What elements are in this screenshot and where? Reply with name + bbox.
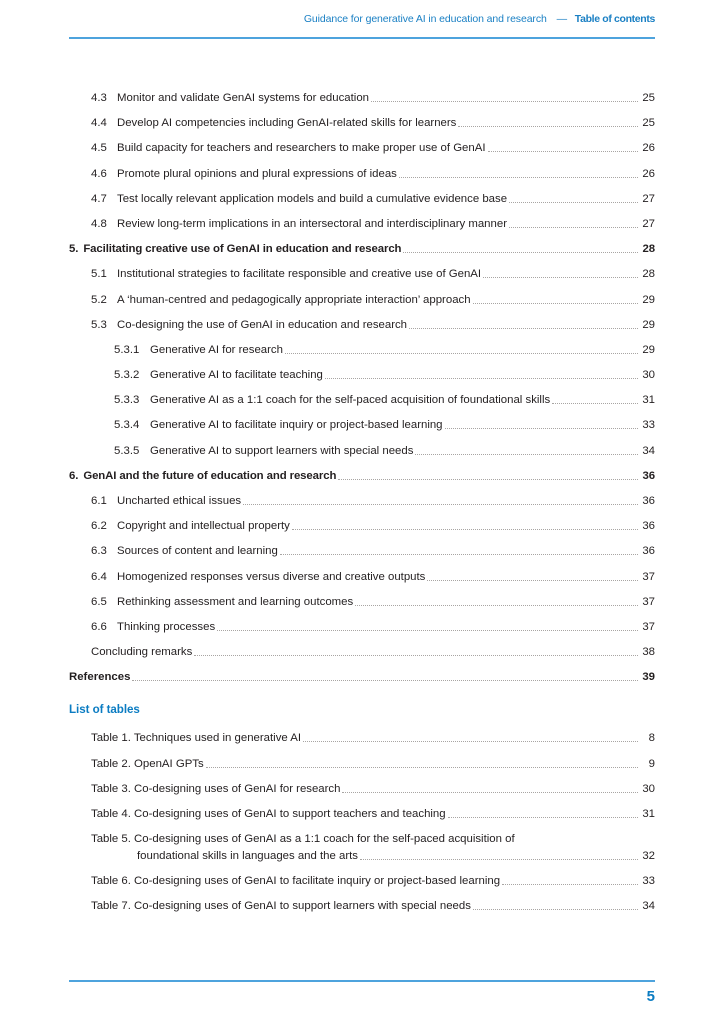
toc-entry[interactable] (69, 167, 655, 181)
toc-entry-page-number: 37 (642, 595, 655, 608)
toc-entry[interactable] (69, 444, 655, 458)
toc-entry-page-number: 25 (642, 92, 655, 104)
header-document-title: Guidance for generative AI in education and research (303, 13, 547, 25)
table-list-entry-label: Table 2. OpenAI GPTs (91, 757, 204, 770)
toc-entry[interactable] (69, 418, 655, 432)
toc-entry-page-number: 28 (642, 243, 655, 256)
toc-entry-page-number: 29 (642, 343, 655, 356)
toc-entry-number: 4.4 (91, 117, 107, 130)
table-list-entry[interactable] (69, 832, 655, 863)
toc-leader-dots (502, 883, 638, 885)
table-list-entry-label: Table 1. Techniques used in generative AI (91, 732, 302, 745)
toc-leader-dots (552, 402, 638, 404)
toc-entry-number: 4.7 (91, 192, 107, 205)
toc-entry-page-number: 39 (642, 671, 655, 684)
table-list-entry-label: Table 4. Co-designing uses of GenAI to support teachers and teaching (91, 807, 446, 820)
table-list-entry-label: Table 7. Co-designing uses of GenAI to support learners with special needs (91, 899, 471, 912)
toc-entry-number: 4.8 (91, 217, 107, 230)
table-of-contents (69, 91, 655, 924)
toc-entry[interactable] (69, 519, 655, 533)
toc-entry[interactable] (69, 318, 655, 332)
page-number: 5 (646, 988, 655, 1005)
table-list-entry-label-line2: foundational skills in languages and the arts (137, 849, 358, 862)
toc-leader-dots (355, 604, 638, 606)
toc-leader-dots (292, 528, 638, 530)
toc-entry-page-number: 36 (642, 469, 655, 482)
toc-entry[interactable] (69, 293, 655, 307)
table-list-entry[interactable] (69, 782, 655, 796)
toc-entry-label: Build capacity for teachers and researchers to make proper use of GenAI (117, 142, 486, 155)
toc-entry-number: 5.3.4 (114, 419, 140, 432)
toc-entry-number: 6.2 (91, 520, 107, 533)
toc-entry[interactable] (69, 91, 655, 105)
toc-leader-dots (409, 327, 638, 329)
list-of-tables-heading: List of tables (69, 703, 140, 717)
toc-leader-dots (243, 503, 638, 505)
toc-entry-number: 5.3.1 (114, 343, 140, 356)
toc-entry-page-number: 36 (642, 495, 655, 507)
toc-leader-dots (509, 226, 638, 228)
toc-leader-dots (399, 176, 638, 178)
toc-entry-number: 5.3 (91, 318, 107, 331)
toc-entry-label: Concluding remarks (91, 646, 193, 659)
toc-entry-page-number: 26 (642, 167, 655, 180)
table-list-entry-label: Table 3. Co-designing uses of GenAI for research (91, 782, 341, 795)
toc-entry-number: 5.3.3 (114, 394, 140, 407)
toc-entry-number: 6.1 (91, 495, 107, 507)
toc-leader-dots (206, 766, 638, 768)
toc-entry-number: 5. (69, 243, 79, 256)
footer-rule (69, 980, 655, 982)
toc-entry-page-number: 38 (642, 646, 655, 659)
table-list-entry-page-number: 9 (648, 757, 655, 770)
toc-entry-label: Copyright and intellectual property (117, 520, 290, 533)
toc-entry-label: Generative AI as a 1:1 coach for the self-paced acquisition of foundational skills (150, 394, 551, 407)
toc-entry-number: 5.3.2 (114, 369, 140, 382)
toc-entry-page-number: 26 (642, 142, 655, 155)
toc-leader-dots (217, 629, 638, 631)
toc-entry-number: 6. (69, 469, 79, 482)
toc-entry-label: Uncharted ethical issues (117, 495, 242, 507)
table-list-entry-page-number: 31 (642, 807, 655, 820)
toc-leader-dots (415, 453, 638, 455)
toc-entry-label: Review long-term implications in an intersectoral and interdisciplinary manner (117, 217, 507, 230)
toc-entry-label: Institutional strategies to facilitate responsible and creative use of GenAI (117, 268, 482, 281)
toc-entry-label: GenAI and the future of education and research (83, 469, 337, 482)
toc-leader-dots (473, 908, 638, 910)
toc-entry-label: Monitor and validate GenAI systems for education (117, 92, 369, 104)
toc-entry-label: Generative AI to facilitate inquiry or project-based learning (150, 419, 443, 432)
toc-entry[interactable] (69, 242, 655, 256)
table-list-entry[interactable] (69, 807, 655, 821)
table-list-entry[interactable] (69, 731, 655, 745)
toc-entry-number: 5.1 (91, 268, 107, 281)
toc-entry-label: Develop AI competencies including GenAI-related skills for learners (117, 117, 457, 130)
toc-entry-label: Test locally relevant application models and build a cumulative evidence base (117, 192, 508, 205)
toc-entry-label: A ‘human-centred and pedagogically appropriate interaction’ approach (117, 293, 471, 306)
toc-entry[interactable] (69, 570, 655, 584)
toc-entry-page-number: 27 (642, 217, 655, 230)
toc-leader-dots (303, 740, 638, 742)
toc-leader-dots (448, 816, 638, 818)
toc-entry[interactable] (69, 393, 655, 407)
toc-entry-list (69, 91, 655, 684)
table-list-entry-label-continued-line (91, 849, 655, 863)
toc-entry[interactable] (69, 544, 655, 558)
toc-entry-page-number: 27 (642, 192, 655, 205)
table-list-entry[interactable] (69, 874, 655, 888)
toc-leader-dots (509, 201, 638, 203)
toc-entry-page-number: 37 (642, 620, 655, 633)
toc-entry[interactable] (69, 267, 655, 281)
toc-entry[interactable] (69, 620, 655, 634)
toc-leader-dots (194, 654, 638, 656)
toc-entry-page-number: 29 (642, 293, 655, 306)
toc-leader-dots (342, 791, 638, 793)
toc-leader-dots (473, 302, 638, 304)
page-footer (0, 964, 724, 1024)
toc-leader-dots (403, 251, 638, 253)
toc-leader-dots (338, 478, 638, 480)
table-list-entry-page-number: 33 (642, 874, 655, 887)
toc-entry[interactable] (69, 141, 655, 155)
toc-leader-dots (483, 276, 638, 278)
toc-entry-label: Homogenized responses versus diverse and creative outputs (117, 570, 426, 583)
toc-leader-dots (488, 150, 639, 152)
table-list-entry[interactable] (69, 899, 655, 913)
toc-entry-number: 4.3 (91, 92, 107, 104)
toc-entry-label: Thinking processes (117, 620, 216, 633)
toc-entry-page-number: 33 (642, 419, 655, 432)
toc-entry-label: Co-designing the use of GenAI in education and research (117, 318, 408, 331)
toc-leader-dots (360, 858, 638, 860)
toc-entry-page-number: 28 (642, 268, 655, 281)
table-list-entry-label: Table 5. Co-designing uses of GenAI as a 1:1 coach for the self-paced acquisition of (91, 833, 515, 846)
toc-entry-page-number: 36 (642, 545, 655, 558)
toc-entry[interactable] (69, 217, 655, 231)
toc-entry-label: Rethinking assessment and learning outcomes (117, 595, 354, 608)
toc-entry-label: Promote plural opinions and plural expressions of ideas (117, 167, 397, 180)
toc-entry-page-number: 25 (642, 117, 655, 130)
toc-entry-page-number: 37 (642, 570, 655, 583)
toc-entry[interactable] (69, 494, 655, 508)
toc-entry[interactable] (69, 343, 655, 357)
table-list-entry-page-number: 34 (642, 899, 655, 912)
header-rule (69, 37, 655, 39)
toc-leader-dots (445, 427, 638, 429)
toc-entry-number: 6.4 (91, 570, 107, 583)
toc-entry-label: Generative AI to support learners with special needs (150, 444, 414, 457)
toc-entry-page-number: 36 (642, 520, 655, 533)
toc-entry-label: Sources of content and learning (117, 545, 278, 558)
toc-entry[interactable] (69, 670, 655, 684)
toc-entry-label: References (69, 671, 131, 684)
table-list-entry-page-number: 32 (642, 849, 655, 862)
table-list-entry-page-number: 30 (642, 782, 655, 795)
toc-entry[interactable] (69, 116, 655, 130)
toc-entry[interactable] (69, 368, 655, 382)
toc-entry[interactable] (69, 645, 655, 659)
toc-leader-dots (285, 352, 638, 354)
toc-entry-number: 6.6 (91, 620, 107, 633)
table-list-entry-label: Table 6. Co-designing uses of GenAI to facilitate inquiry or project-based learning (91, 874, 501, 887)
toc-entry-number: 6.3 (91, 545, 107, 558)
toc-entry[interactable] (69, 192, 655, 206)
list-of-tables-entry-list (69, 731, 655, 913)
toc-leader-dots (458, 125, 638, 127)
toc-leader-dots (132, 679, 638, 681)
toc-leader-dots (427, 579, 638, 581)
toc-entry-page-number: 34 (642, 444, 655, 457)
toc-leader-dots (325, 377, 638, 379)
toc-entry-page-number: 31 (642, 394, 655, 407)
header-separator-dash: — (556, 13, 567, 25)
toc-entry-number: 5.2 (91, 293, 107, 306)
toc-entry-label: Generative AI to facilitate teaching (150, 369, 323, 382)
toc-entry[interactable] (69, 595, 655, 609)
toc-leader-dots (371, 100, 638, 102)
toc-entry[interactable] (69, 469, 655, 483)
toc-entry-number: 4.6 (91, 167, 107, 180)
header-section-label: Table of contents (574, 13, 655, 25)
toc-entry-number: 6.5 (91, 595, 107, 608)
toc-entry-page-number: 30 (642, 369, 655, 382)
toc-entry-number: 5.3.5 (114, 444, 140, 457)
toc-entry-page-number: 29 (642, 318, 655, 331)
page-header (0, 0, 724, 44)
toc-entry-number: 4.5 (91, 142, 107, 155)
toc-leader-dots (280, 553, 638, 555)
toc-entry-label: Facilitating creative use of GenAI in education and research (83, 243, 402, 256)
toc-entry-label: Generative AI for research (150, 343, 283, 356)
table-list-entry[interactable] (69, 757, 655, 771)
table-list-entry-page-number: 8 (648, 732, 655, 745)
running-header (69, 13, 655, 25)
